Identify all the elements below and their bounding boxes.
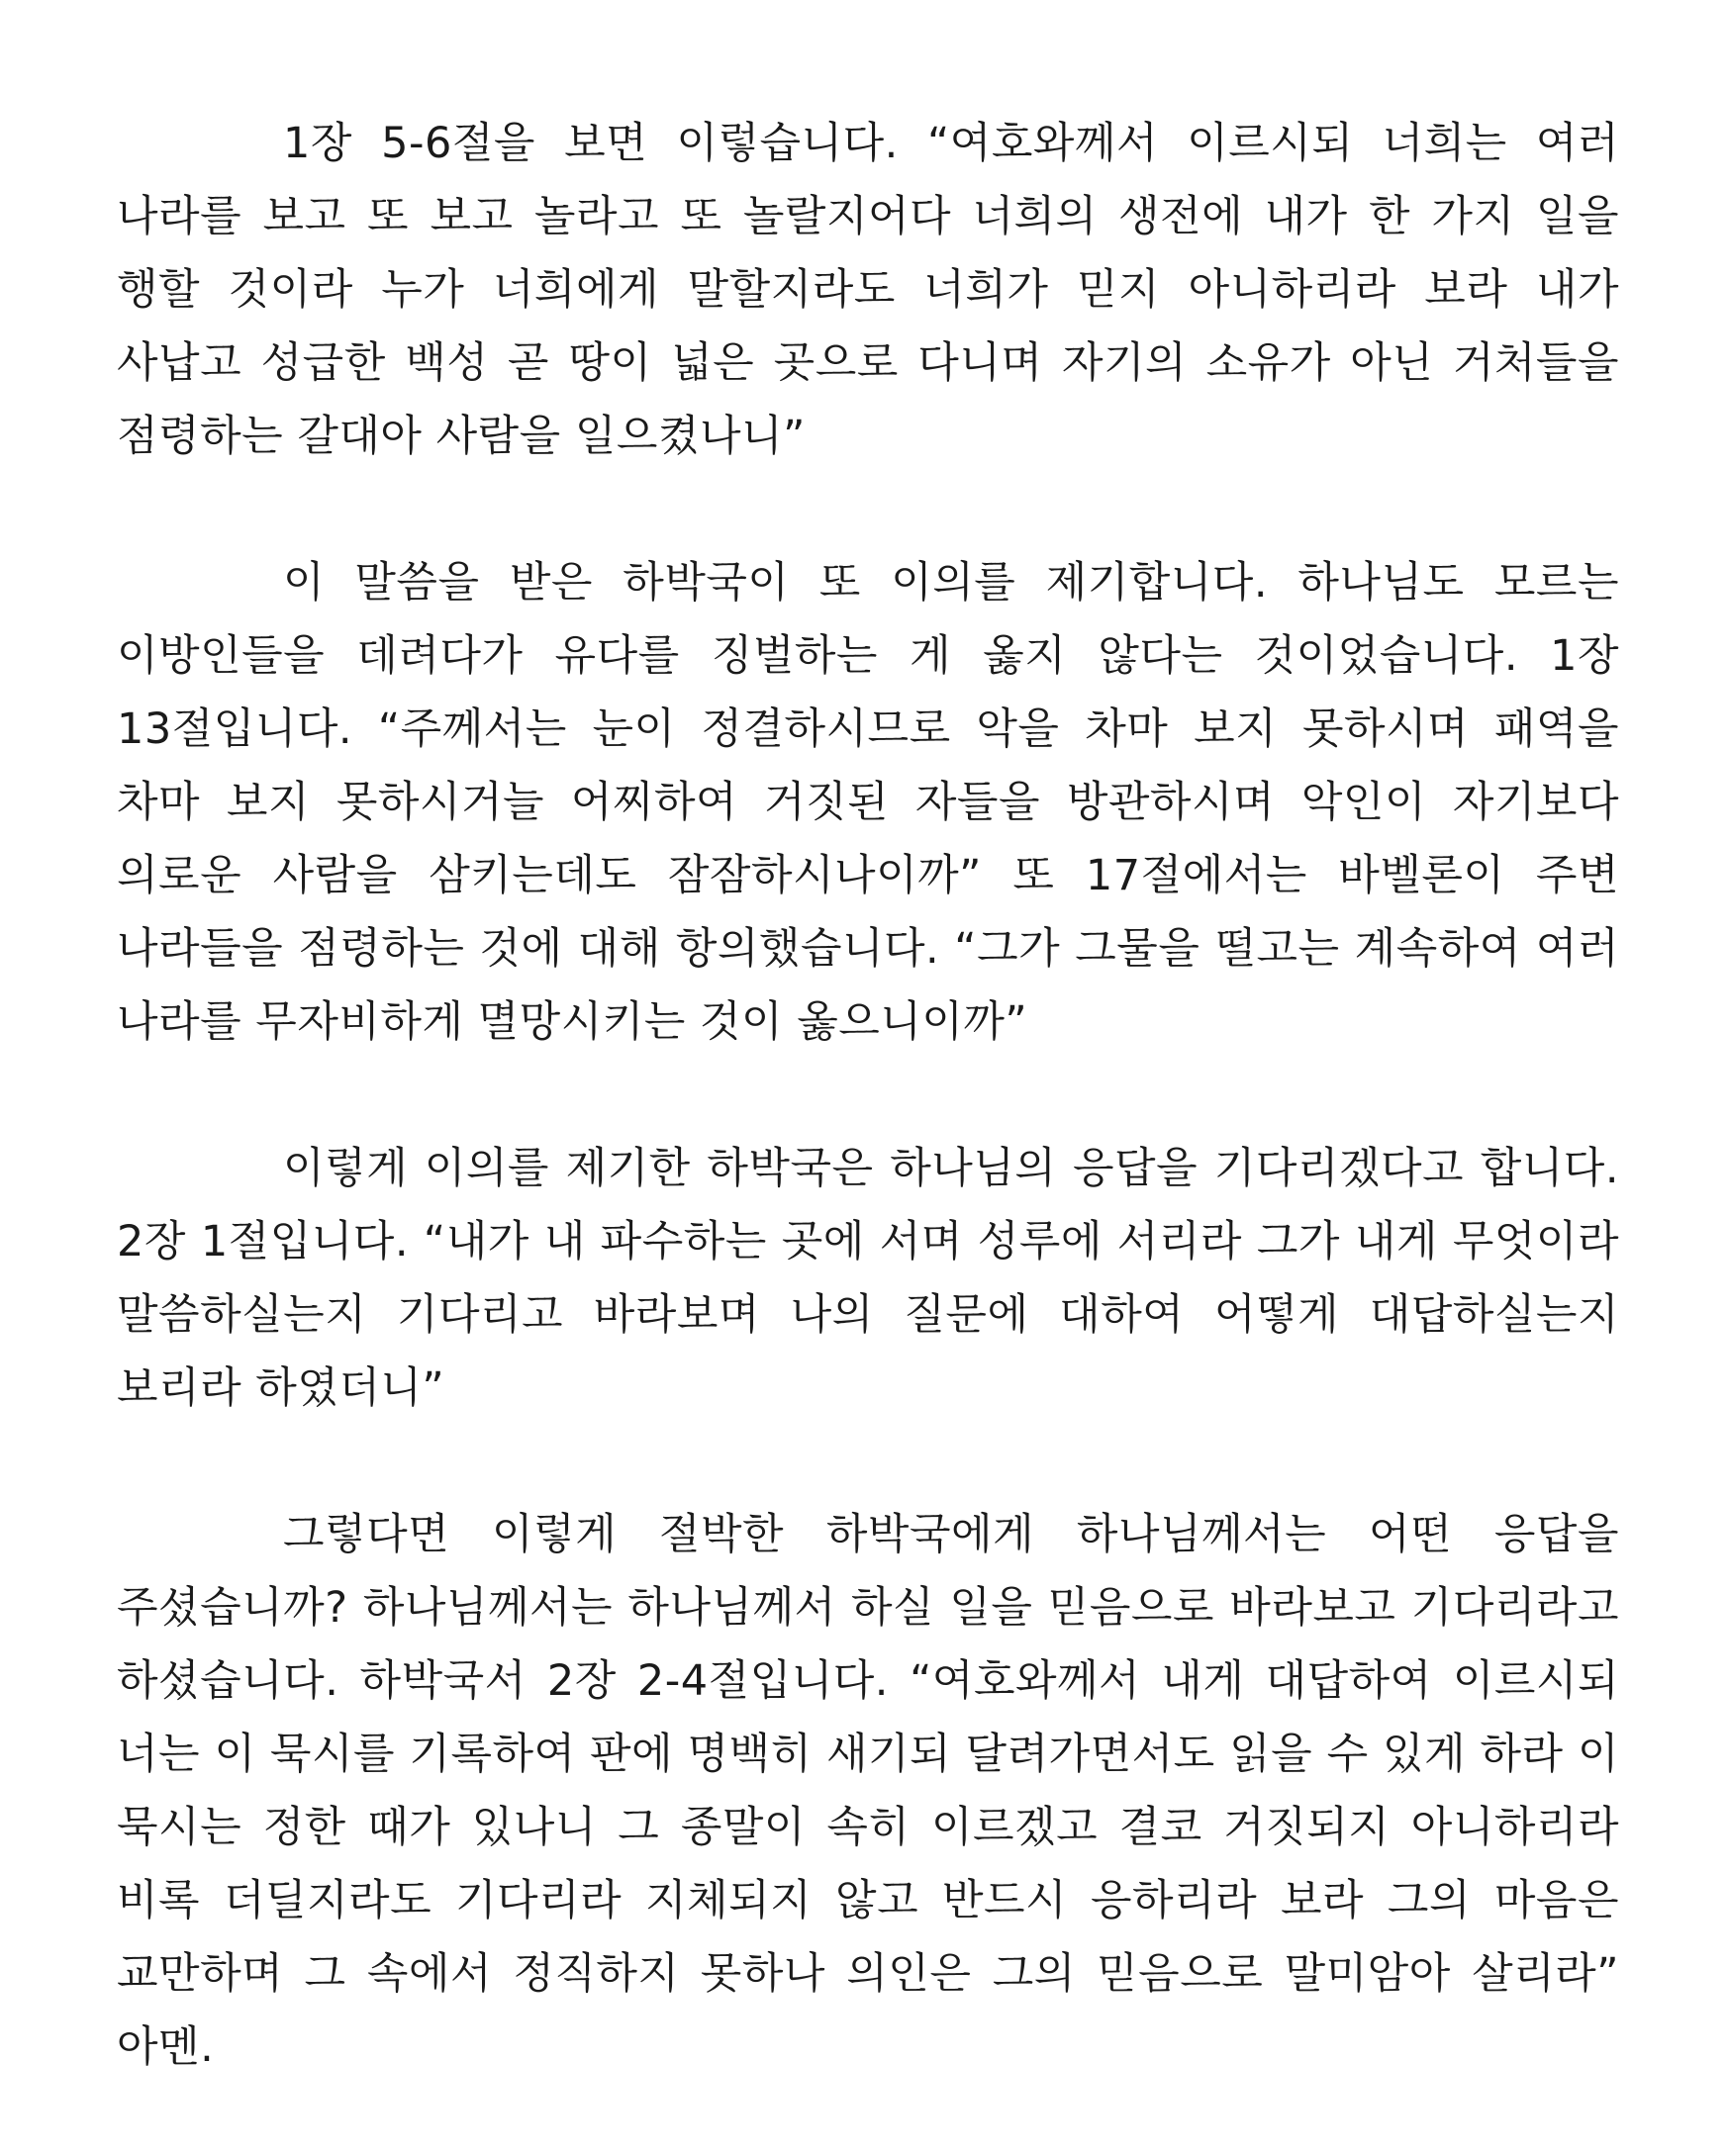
paragraph-1: 1장 5-6절을 보면 이렇습니다. “여호와께서 이르시되 너희는 여러 나라를 보고 또 보고 놀라고 또 놀랄지어다 너희의 생전에 내가 한 가지 일을 행할 것이라 누가 너희에게 말할지라도 너희가 믿지 아니하리라 보라 내가 사납고 성급한 백성 곧 땅이 넓은 곳으로 다니며 자기의 소유가 아닌 거처들을 점령하는 갈대아 사람을 일으켰나니” — [117, 119, 1619, 461]
paragraph-2: 이 말씀을 받은 하박국이 또 이의를 제기합니다. 하나님도 모르는 이방인들을 데려다가 유다를 징벌하는 게 옳지 않다는 것이었습니다. 1장 13절입니다. “주께서는 눈이 정결하시므로 악을 차마 보지 못하시며 패역을 차마 보지 못하시거늘 어찌하여 거짓된 자들을 방관하시며 악인이 자기보다 의로운 사람을 삼키는데도 잠잠하시나이까” 또 17절에서는 바벨론이 주변 나라들을 점령하는 것에 대해 항의했습니다. “그가 그물을 떨고는 계속하여 여러 나라를 무자비하게 멸망시키는 것이 옳으니이까” — [117, 558, 1619, 1047]
paragraph-4: 그렇다면 이렇게 절박한 하박국에게 하나님께서는 어떤 응답을 주셨습니까? 하나님께서는 하나님께서 하실 일을 믿음으로 바라보고 기다리라고 하셨습니다. 하박국서 2장 2-4절입니다. “여호와께서 내게 대답하여 이르시되 너는 이 묵시를 기록하여 판에 명백히 새기되 달려가면서도 읽을 수 있게 하라 이 묵시는 정한 때가 있나니 그 종말이 속히 이르겠고 결코 거짓되지 아니하리라 비록 더딜지라도 기다리라 지체되지 않고 반드시 응하리라 보라 그의 마음은 교만하며 그 속에서 정직하지 못하나 의인은 그의 믿음으로 말미암아 살리라” 아멘. — [117, 1510, 1619, 2072]
paragraph-3: 이렇게 이의를 제기한 하박국은 하나님의 응답을 기다리겠다고 합니다. 2장 1절입니다. “내가 내 파수하는 곳에 서며 성루에 서리라 그가 내게 무엇이라 말씀하실는지 기다리고 바라보며 나의 질문에 대하여 어떻게 대답하실는지 보리라 하였더니” — [117, 1144, 1619, 1413]
document-page — [117, 107, 1619, 2084]
